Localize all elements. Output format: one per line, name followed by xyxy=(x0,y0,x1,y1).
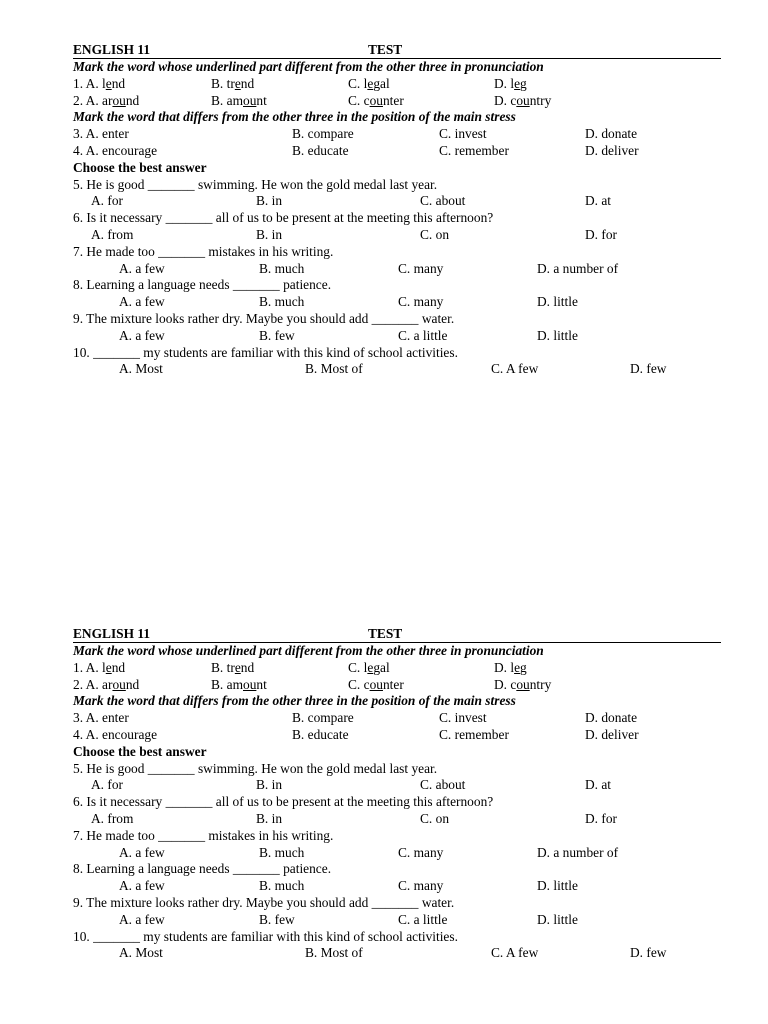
option-c: C. on xyxy=(420,226,450,242)
option-d: D. donate xyxy=(585,710,638,726)
option-b: B. in xyxy=(256,810,283,826)
option-d: D. leg xyxy=(494,75,527,91)
option-d: D. country xyxy=(494,92,552,108)
question-7-options xyxy=(73,261,721,278)
option-a: A. Most xyxy=(119,945,163,961)
option-b: B. Most of xyxy=(305,945,363,961)
option-c: C. A few xyxy=(491,945,539,961)
option-a: 2. A. around xyxy=(73,92,140,108)
option-b: B. amount xyxy=(211,676,267,692)
question-3 xyxy=(73,126,721,143)
question-5-options xyxy=(73,193,721,210)
section-stress: Mark the word that differs from the other three in the position of the main stress xyxy=(73,693,516,709)
option-b: B. much xyxy=(259,878,305,894)
option-b: B. much xyxy=(259,260,305,276)
question-8-stem: 8. Learning a language needs _______ patience. xyxy=(73,861,332,877)
option-b: B. compare xyxy=(292,710,354,726)
option-d: D. country xyxy=(494,676,552,692)
question-2 xyxy=(73,93,721,110)
option-c: C. a little xyxy=(398,911,448,927)
question-7-stem: 7. He made too _______ mistakes in his writing. xyxy=(73,827,334,843)
option-a: A. for xyxy=(91,777,123,793)
question-7-options xyxy=(73,845,721,862)
question-9-stem: 9. The mixture looks rather dry. Maybe you should add _______ water. xyxy=(73,310,455,326)
question-5-stem: 5. He is good _______ swimming. He won the gold medal last year. xyxy=(73,176,438,192)
option-b: B. few xyxy=(259,911,295,927)
option-c: C. many xyxy=(398,294,444,310)
option-d: D. leg xyxy=(494,659,527,675)
option-a: 4. A. encourage xyxy=(73,726,158,742)
option-c: C. about xyxy=(420,777,466,793)
option-d: D. few xyxy=(630,361,667,377)
section-best-answer: Choose the best answer xyxy=(73,743,207,759)
option-d: D. little xyxy=(537,294,578,310)
option-d: D. few xyxy=(630,945,667,961)
option-c: C. counter xyxy=(348,676,404,692)
option-c: C. many xyxy=(398,844,444,860)
option-c: C. remember xyxy=(439,142,509,158)
subject-title: ENGLISH 11 xyxy=(73,42,151,57)
question-9-stem: 9. The mixture looks rather dry. Maybe you should add _______ water. xyxy=(73,894,455,910)
option-b: B. in xyxy=(256,226,283,242)
section-pronunciation: Mark the word whose underlined part different from the other three in pronunciation xyxy=(73,59,544,74)
option-d: D. a number of xyxy=(537,844,619,860)
option-b: B. educate xyxy=(292,726,349,742)
option-d: D. little xyxy=(537,911,578,927)
section-pronunciation: Mark the word whose underlined part different from the other three in pronunciation xyxy=(73,643,544,658)
section-stress: Mark the word that differs from the other three in the position of the main stress xyxy=(73,109,516,125)
option-a: A. for xyxy=(91,193,123,209)
question-1 xyxy=(73,76,721,93)
question-6-stem: 6. Is it necessary _______ all of us to be present at the meeting this afternoon? xyxy=(73,794,494,810)
test-copy-top xyxy=(73,41,721,378)
option-a: A. from xyxy=(91,810,134,826)
question-5-options xyxy=(73,777,721,794)
question-8-stem: 8. Learning a language needs _______ patience. xyxy=(73,277,332,293)
question-10-options xyxy=(73,945,721,962)
option-a: A. a few xyxy=(119,327,165,343)
question-1 xyxy=(73,660,721,677)
option-a: 4. A. encourage xyxy=(73,142,158,158)
question-10-stem: 10. _______ my students are familiar with this kind of school activities. xyxy=(73,928,458,944)
option-d: D. for xyxy=(585,810,617,826)
option-c: C. legal xyxy=(348,75,390,91)
option-b: B. in xyxy=(256,777,283,793)
option-a: 2. A. around xyxy=(73,676,140,692)
option-c: C. about xyxy=(420,193,466,209)
question-6-stem: 6. Is it necessary _______ all of us to be present at the meeting this afternoon? xyxy=(73,210,494,226)
option-a: 1. A. lend xyxy=(73,659,126,675)
question-6-options xyxy=(73,811,721,828)
option-d: D. at xyxy=(585,193,612,209)
option-d: D. little xyxy=(537,327,578,343)
question-8-options xyxy=(73,294,721,311)
section-best-answer: Choose the best answer xyxy=(73,159,207,175)
option-d: D. deliver xyxy=(585,142,639,158)
option-d: D. at xyxy=(585,777,612,793)
option-a: A. a few xyxy=(119,844,165,860)
option-c: C. on xyxy=(420,810,450,826)
option-b: B. much xyxy=(259,844,305,860)
option-c: C. A few xyxy=(491,361,539,377)
question-7-stem: 7. He made too _______ mistakes in his writing. xyxy=(73,243,334,259)
test-header xyxy=(73,41,721,59)
option-d: D. donate xyxy=(585,126,638,142)
option-a: 3. A. enter xyxy=(73,710,129,726)
question-9-options xyxy=(73,912,721,929)
option-b: B. few xyxy=(259,327,295,343)
question-4 xyxy=(73,143,721,160)
option-c: C. legal xyxy=(348,659,390,675)
test-copy-bottom xyxy=(73,625,721,962)
option-a: 3. A. enter xyxy=(73,126,129,142)
option-c: C. remember xyxy=(439,726,509,742)
question-6-options xyxy=(73,227,721,244)
option-d: D. for xyxy=(585,226,617,242)
question-10-options xyxy=(73,361,721,378)
subject-title: ENGLISH 11 xyxy=(73,626,151,641)
option-a: A. a few xyxy=(119,911,165,927)
question-2 xyxy=(73,677,721,694)
option-a: A. a few xyxy=(119,294,165,310)
option-c: C. counter xyxy=(348,92,404,108)
option-b: B. much xyxy=(259,294,305,310)
option-c: C. many xyxy=(398,260,444,276)
question-10-stem: 10. _______ my students are familiar with this kind of school activities. xyxy=(73,344,458,360)
option-a: A. a few xyxy=(119,878,165,894)
option-a: 1. A. lend xyxy=(73,75,126,91)
option-a: A. a few xyxy=(119,260,165,276)
question-3 xyxy=(73,710,721,727)
option-c: C. many xyxy=(398,878,444,894)
option-b: B. compare xyxy=(292,126,354,142)
option-d: D. deliver xyxy=(585,726,639,742)
test-title: TEST xyxy=(368,42,403,57)
test-header xyxy=(73,625,721,643)
option-c: C. invest xyxy=(439,126,487,142)
option-a: A. Most xyxy=(119,361,163,377)
option-b: B. in xyxy=(256,193,283,209)
option-c: C. a little xyxy=(398,327,448,343)
option-b: B. Most of xyxy=(305,361,363,377)
option-c: C. invest xyxy=(439,710,487,726)
option-d: D. little xyxy=(537,878,578,894)
question-5-stem: 5. He is good _______ swimming. He won the gold medal last year. xyxy=(73,760,438,776)
question-9-options xyxy=(73,328,721,345)
option-b: B. educate xyxy=(292,142,349,158)
option-a: A. from xyxy=(91,226,134,242)
option-b: B. trend xyxy=(211,659,255,675)
option-b: B. amount xyxy=(211,92,267,108)
option-b: B. trend xyxy=(211,75,255,91)
test-title: TEST xyxy=(368,626,403,641)
question-4 xyxy=(73,727,721,744)
question-8-options xyxy=(73,878,721,895)
option-d: D. a number of xyxy=(537,260,619,276)
